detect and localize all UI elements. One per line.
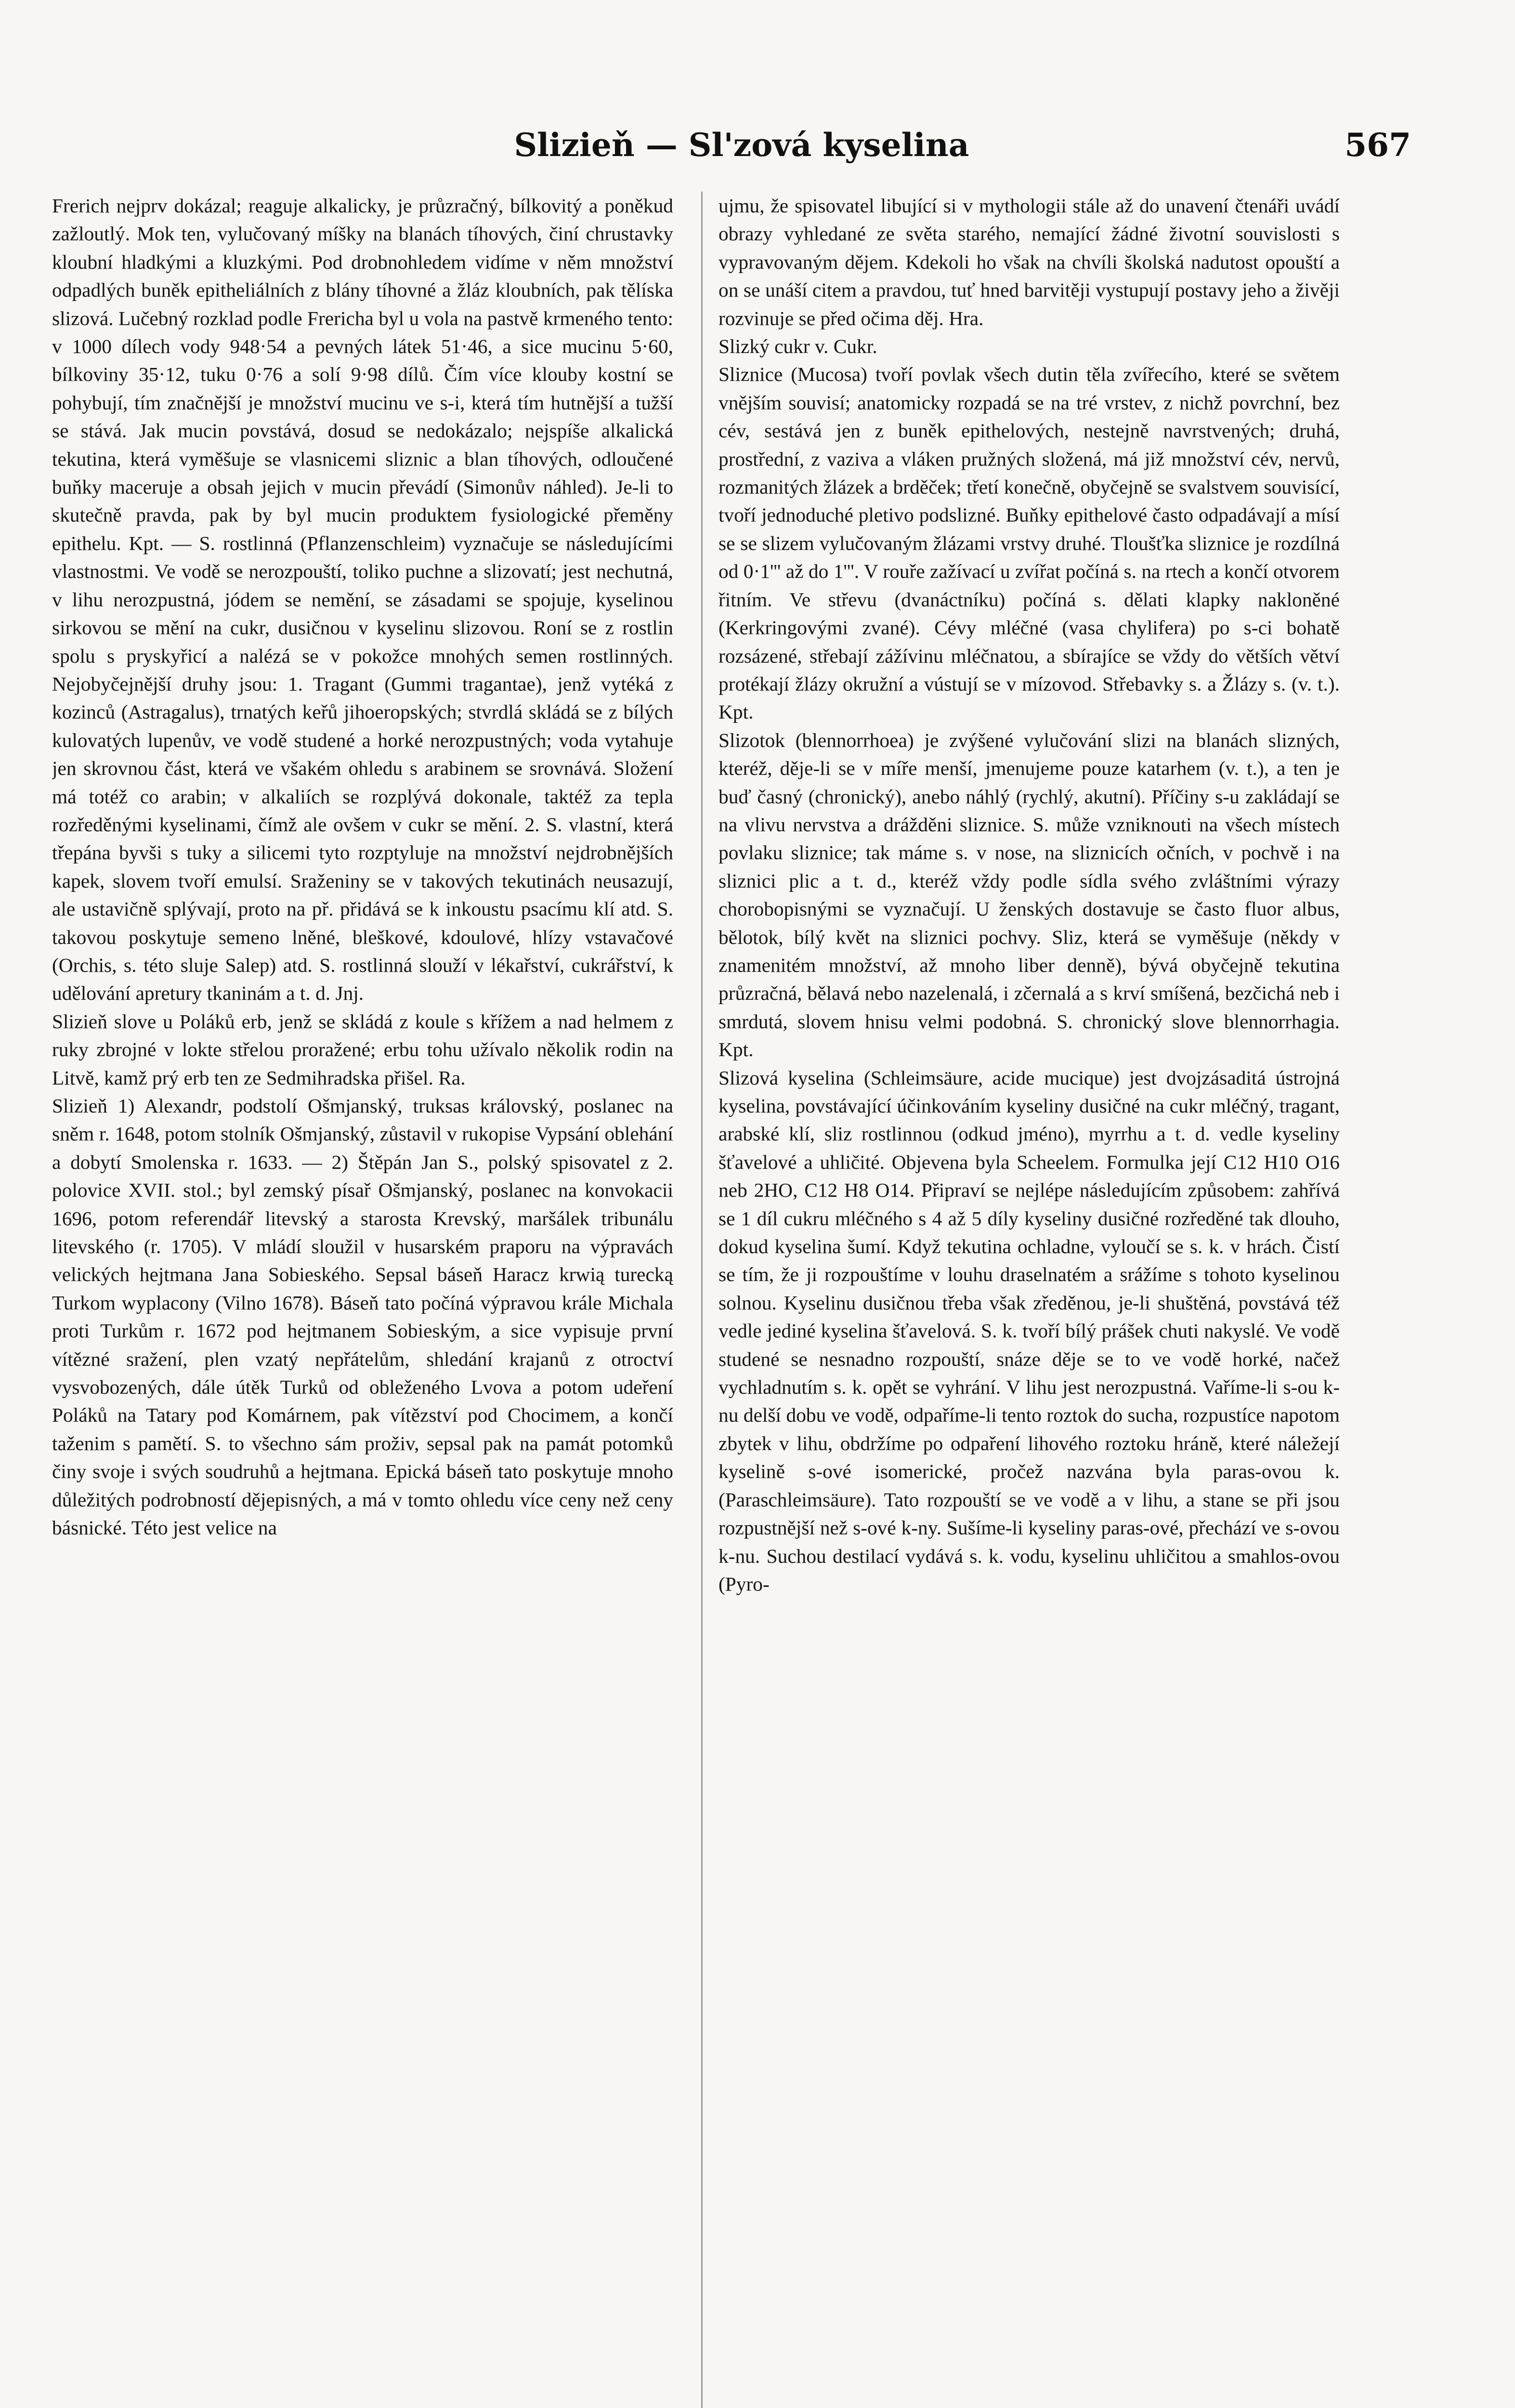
page-title: Slizieň — Sl'zová kyselina xyxy=(514,126,969,164)
running-header xyxy=(72,126,1411,179)
entry-sliznien-persons: Slizieň 1) Alexandr, podstolí Ošmjanský, truksas královský, poslanec na sněm r. 1648, potom stolník Ošmjanský, zůstavil v rukopise Vypsání oblehání a dobytí Smolenska r. 1633. — 2) Štěpán Jan S., polský spisovatel z 2. polovice XVII. stol.; byl zemský písař Ošmjanský, poslanec na konvokacii 1696, potom referendář litevský a starosta Krevský, maršálek tribunálu litevského (r. 1705). V mládí sloužil v husarském praporu na výpravách velických hejtmana Jana Sobieského. Sepsal báseň Haracz krwią turecką Turkom wyplacony (Vilno 1678). Báseň tato počíná výpravou krále Michala proti Turkům r. 1672 pod hejtmanem Sobieským, a sice vypisuje první vítězné sražení, plen vzatý nepřátelům, shledání krajanů z otroctví vysvobozených, dále útěk Turků od obleženého Lvova a potom udeření Poláků na Tatary pod Komárnem, pak vítězství pod Chocimem, a končí taženim s pamětí. S. to všechno sám proživ, sepsal pak na památ potomků činy svoje i svých soudruhů a hejtmana. Epická báseň tato poskytuje mnoho důležitých podrobností dějepisných, a má v tomto ohledu více ceny než ceny básnické. Této jest velice na xyxy=(52,1095,673,1539)
entry-sliznien-erb: Slizieň slove u Poláků erb, jenž se skládá z koule s křížem a nad helmem z ruky zbrojné v lokte střelou proražené; erbu tohu užívalo několik rodin na Litvě, kamž prý erb ten ze Sedmihradska přišel. Ra. xyxy=(52,1010,673,1089)
page-number: 567 xyxy=(1345,126,1411,164)
entry-sliz-continued: Frerich nejprv dokázal; reaguje alkalicky, je průzračný, bílkovitý a poněkud zažloutlý. Mok ten, vylučovaný míšky na blanách tíhových, činí chrustavky kloubní hladkými a kluzkými. Pod drobnohledem vidíme v něm množství odpadlých buněk epitheliálních z blány tíhovné a žláz kloubních, pak tělíska slizová. Lučebný rozklad podle Frericha byl u vola na pastvě krmeného tento: v 1000 dílech vody 948·54 a pevných látek 51·46, a sice mucinu 5·60, bílkoviny 35·12, tuku 0·76 a solí 9·98 dílů. Čím více klouby kostní se pohybují, tím značnější je množství mucinu ve s-i, která tím hutnější a tužší se stává. Jak mucin povstává, dosud se nedokázalo; nejspíše alkalická tekutina, která vyměšuje se vlasnicemi sliznic a blan tíhových, odloučené buňky maceruje a obsah jejich v mucin převádí (Simonův náhled). Je-li to skutečně pravda, pak by byl mucin produktem fysiologické přeměny epithelu. Kpt. — S. rostlinná (Pflanzenschleim) vyznačuje se následujícími vlastnostmi. Ve vodě se nerozpouští, toliko puchne a slizovatí; jest nechutná, v lihu nerozpustná, jódem se nemění, se zásadami se spojuje, kyselinou sirkovou se mění na cukr, dusičnou v kyselinu slizovou. Roní se z rostlin spolu s pryskyřicí a nalézá se v pokožce mnohých semen rostlinných. Nejobyčejnější druhy jsou: 1. Tragant (Gummi tragantae), jenž vytéká z kozinců (Astragalus), trnatých keřů jihoeropských; stvrdlá skládá se z bílých kulovatých lupenův, ve vodě studené a horké nerozpustných; voda vytahuje jen skrovnou část, která ve všakém ohledu s arabinem se srovnává. Složení má totéž co arabin; v alkaliích se rozplývá dokonale, taktéž za tepla rozředěnými kyselinami, čímž ale ovšem v cukr se mění. 2. S. vlastní, která třepána byvši s tuky a silicemi tyto rozptyluje na množství nejdrobnějších kapek, slovem tvoří emulsí. Sraženiny se v takových tekutinách neusazují, ale ustavičně splývají, proto na př. přidává se k inkoustu psacímu klí atd. S. takovou poskytuje semeno lněné, bleškové, kdoulové, hlízy vstavačové (Orchis, s. této sluje Salep) atd. S. rostlinná slouží v lékařství, cukrářství, k udělování apretury tkaninám a t. d. Jnj. xyxy=(52,195,673,1005)
right-column xyxy=(718,192,1340,2408)
entry-continued-review: ujmu, že spisovatel libující si v mythologii stále až do unavení čtenáři uvádí obrazy vyhledané ze světa starého, nemající žádné životní souvislosti s vypravovaným dějem. Kdekoli ho však na chvíli školská nadutost opouští a on se unáší citem a pravdou, tuť hned barvitěji vystupují postavy jeho a živěji rozvinuje se před očima děj. Hra. xyxy=(718,195,1340,329)
left-column xyxy=(52,192,673,2408)
column-divider xyxy=(701,192,703,2408)
entry-sliznice: Sliznice (Mucosa) tvoří povlak všech dutin těla zvířecího, které se světem vnějším souvisí; anatomicky rozpadá se na tré vrstev, z nichž povrchní, bez cév, sestává jen z buněk epithelových, nestejně navrstvených; druhá, prostřední, z vaziva a vláken pružných složená, má již množství cév, nervů, rozmanitých žlázek a brděček; třetí konečně, obyčejně se svalstvem souvisící, tvoří jednoduché pletivo podslizné. Buňky epithelové často odpadávají a mísí se se slizem vylučovaným žlázami vrstvy druhé. Tloušťka sliznice je rozdílná od 0·1''' až do 1'''. V rouře zažívací u zvířat počíná s. na rtech a končí otvorem řitním. Ve střevu (dvanáctníku) počíná s. dělati klapky nakloněné (Kerkringovými zvané). Cévy mléčné (vasa chylifera) po s-ci bohatě rozsázené, střebají zážívinu mléčnatou, a sbírajíce se vždy do větších větví protékají žlázy okružní a vústují se v mízovod. Střebavky s. a Žlázy s. (v. t.). Kpt. xyxy=(718,363,1340,723)
entry-slizova-kyselina: Slizová kyselina (Schleimsäure, acide mucique) jest dvojzásaditá ústrojná kyselina, povstávající účinkováním kyseliny dusičné na cukr mléčný, tragant, arabské klí, sliz rostlinnou (odkud jméno), myrrhu a t. d. vedle kyseliny šťavelové a uhličité. Objevena byla Scheelem. Formulka její C12 H10 O16 neb 2HO, C12 H8 O14. Připraví se nejlépe následujícím způsobem: zahřívá se 1 díl cukru mléčného s 4 až 5 díly kyseliny dusičné rozředěné tak dlouho, dokud kyselina šumí. Když tekutina ochladne, vyloučí se s. k. v hrách. Čistí se tím, že ji rozpouštíme v louhu draselnatém a srážíme s tohoto kyselinou solnou. Kyselinu dusičnou třeba však zředěnou, je-li shuštěná, povstává též vedle jediné kyselina šťavelová. S. k. tvoří bílý prášek chuti nakyslé. Ve vodě studené se nesnadno rozpouští, snáze děje se to ve vodě horké, načež vychladnutím s. k. opět se vyhrání. V lihu jest nerozpustná. Vaříme-li s-ou k-nu delší dobu ve vodě, odpaříme-li tento roztok do sucha, rozpustíce napotom zbytek v lihu, obdržíme po odpaření lihového roztoku hráně, které náležejí kyselině s-ové isomerické, pročež nazvána byla paras-ovou k. (Paraschleimsäure). Tato rozpouští se ve vodě a v lihu, a stane se při jsou rozpustnější než s-ové k-ny. Sušíme-li kyseliny paras-ové, přechází ve s-ovou k-nu. Suchou destilací vydává s. k. vodu, kyselinu uhličitou a smahlos-ovou (Pyro- xyxy=(718,1066,1340,1595)
entry-slizotok: Slizotok (blennorrhoea) je zvýšené vylučování slizi na blanách slizných, kteréž, děje-li se v míře menší, jmenujeme pouze katarhem (v. t.), a ten je buď časný (chronický), anebo náhlý (rychlý, akutní). Příčiny s-u zakládají se na vlivu nervstva a drážděni sliznice. S. může vzniknouti na všech místech povlaku sliznice; tak máme s. v nose, na sliznicích očních, v pochvě i na sliznici plic a t. d., kteréž vždy podle sídla svého zvláštními výrazy chorobopisnými se vyznačují. U ženských dostavuje se často fluor albus, bělotok, bílý květ na sliznici pochvy. Sliz, která se vyměšuje (někdy v znamenitém množství, až mnoho liber denně), bývá obyčejně tekutina průzračná, bělavá nebo nazelenalá, i zčernalá a s krví smíšená, bezčichá neb i smrdutá, slovem hnisu velmi podobná. S. chronický slove blennorrhagia. Kpt. xyxy=(718,729,1340,1061)
entry-slizky-cukr: Slizký cukr v. Cukr. xyxy=(718,335,877,358)
